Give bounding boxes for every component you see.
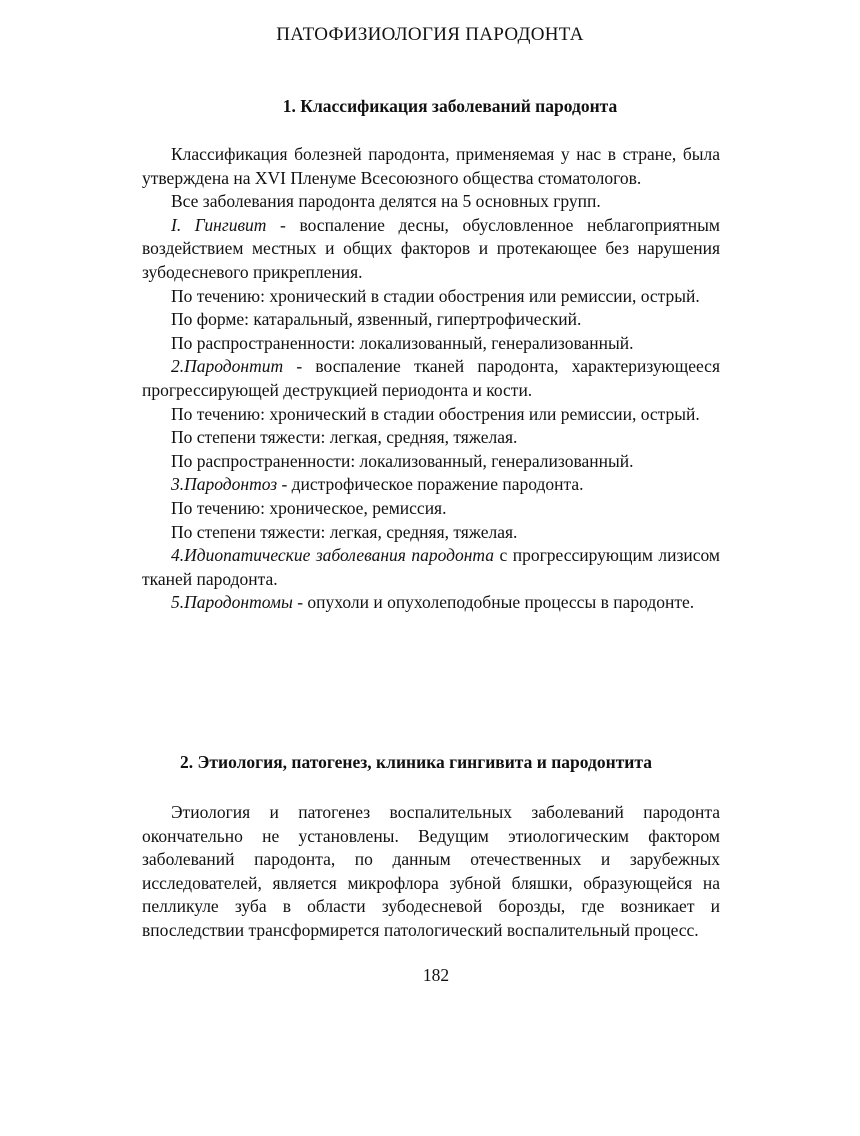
running-header: ПАТОФИЗИОЛОГИЯ ПАРОДОНТА bbox=[276, 24, 584, 45]
periodontosis-term: 3.Пародонтоз bbox=[171, 474, 278, 495]
periodontitis-severity: По степени тяжести: легкая, средняя, тяжелая. bbox=[171, 427, 518, 448]
periodontomas-text: - опухоли и опухолеподобные процессы в пародонте. bbox=[292, 592, 695, 613]
gingivitis-term: I. Гингивит bbox=[171, 214, 267, 235]
gingivitis-definition bbox=[142, 214, 720, 285]
periodontosis-definition bbox=[142, 473, 720, 497]
page-number: 182 bbox=[422, 965, 450, 985]
periodontomas-definition bbox=[142, 591, 720, 615]
periodontomas-term: 5.Пародонтомы bbox=[171, 592, 293, 613]
periodontosis-text: - дистрофическое поражение пародонта. bbox=[277, 474, 584, 495]
section-2-heading: 2. Этиология, патогенез, клиника гингивита и пародонтита bbox=[180, 752, 652, 772]
periodontitis-text: - воспаление тканей пародонта, характеризующееся прогрессирующей деструкцией периодонта и кости. bbox=[142, 356, 720, 400]
section-1-body bbox=[142, 143, 720, 615]
groups-paragraph: Все заболевания пародонта делятся на 5 основных групп. bbox=[171, 191, 601, 212]
idiopathic-text: с прогрессирующим лизисом тканей пародонта. bbox=[142, 545, 720, 589]
gingivitis-form: По форме: катаральный, язвенный, гипертрофический. bbox=[171, 309, 582, 330]
intro-paragraph: Классификация болезней пародонта, применяемая у нас в стране, была утверждена на XVI Пленуме Всесоюзного общества стоматологов. bbox=[142, 144, 720, 188]
gingivitis-text: - воспаление десны, обусловленное неблагоприятным воздействием местных и общих факторов и протекающее без нарушения зубодесневого прикрепления. bbox=[142, 214, 721, 282]
periodontitis-course: По течению: хронический в стадии обострения или ремиссии, острый. bbox=[171, 403, 700, 424]
gingivitis-prevalence: По распространенности: локализованный, генерализованный. bbox=[171, 332, 634, 353]
periodontitis-prevalence: По распространенности: локализованный, генерализованный. bbox=[171, 450, 634, 471]
periodontosis-course: По течению: хроническое, ремиссия. bbox=[171, 497, 447, 518]
idiopathic-term: 4.Идиопатические заболевания пародонта bbox=[171, 545, 495, 566]
periodontosis-severity: По степени тяжести: легкая, средняя, тяжелая. bbox=[171, 521, 518, 542]
periodontitis-definition bbox=[142, 355, 720, 402]
gingivitis-course: По течению: хронический в стадии обострения или ремиссии, острый. bbox=[171, 285, 700, 306]
idiopathic-definition bbox=[142, 544, 720, 591]
etiology-paragraph: Этиология и патогенез воспалительных заболеваний пародонта окончательно не установлены. Ведущим этиологическим фактором заболеваний пародонта, по данным отечественных и зарубежных исследователей, является микрофлора зубной бляшки, образующейся на пелликуле зуба в области зубодесневой борозды, где возникает и впоследствии трансформирется патологический воспалительный процесс. bbox=[142, 802, 720, 940]
section-2-body bbox=[142, 801, 720, 943]
section-1-heading: 1. Классификация заболеваний пародонта bbox=[282, 96, 618, 116]
periodontitis-term: 2.Пародонтит bbox=[171, 356, 284, 377]
